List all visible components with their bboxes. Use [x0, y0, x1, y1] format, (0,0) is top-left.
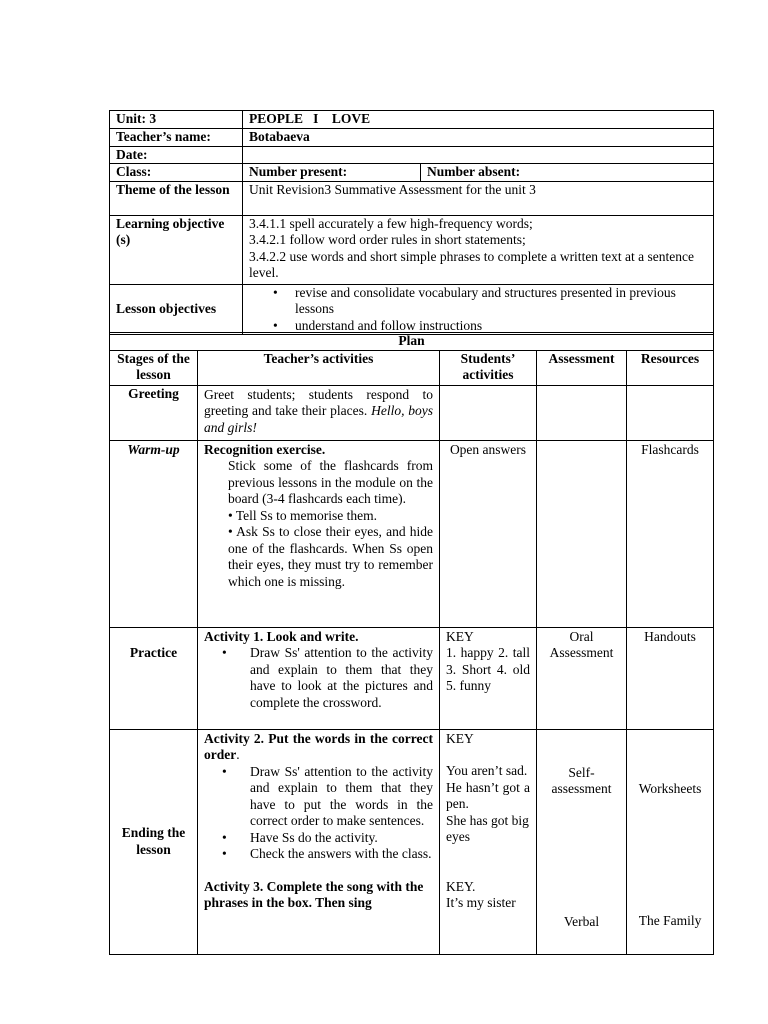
activity3-key-label: KEY. — [446, 878, 476, 894]
theme-label: Theme of the lesson — [110, 181, 243, 215]
practice-key-text: 1. happy 2. tall 3. Short 4. old 5. funny — [446, 645, 530, 693]
ending-assessment — [537, 729, 627, 954]
ending-step: • Draw Ss' attention to the activity and explain to them that they have to put the words in the correct order to make sentences. — [204, 764, 433, 830]
ending-resources-value: Worksheets — [638, 780, 702, 796]
warm-up-assessment — [537, 440, 627, 627]
greeting-assessment — [537, 385, 627, 440]
learning-objective-label: Learning objective (s) — [110, 215, 243, 284]
column-header-students: Students’ activities — [440, 350, 537, 385]
lesson-objectives-label: Lesson objectives — [110, 284, 243, 335]
ending-assessment-value: Self-assessment — [551, 764, 612, 796]
unit-title: PEOPLE I LOVE — [243, 111, 714, 129]
ending-key-line: You aren’t sad. — [446, 763, 528, 778]
date-value — [243, 146, 714, 164]
number-present-label: Number present: — [243, 164, 421, 182]
warm-up-title: Recognition exercise. — [204, 441, 326, 457]
activity3-assessment-value: Verbal — [563, 913, 600, 929]
ending-activity2-title-end: . — [236, 747, 240, 762]
ending-key-line: He hasn’t got a pen. — [446, 779, 530, 811]
lesson-header-table — [109, 110, 714, 335]
learning-objective-item: 3.4.1.1 spell accurately a few high-frequency words; — [249, 215, 533, 231]
warm-up-teacher-activity — [198, 440, 440, 627]
warm-up-step: • Tell Ss to memorise them. — [228, 507, 378, 523]
warm-up-step: Stick some of the flashcards from previous lessons in the module on the board (3-4 flashcards each time). — [228, 458, 433, 506]
stage-greeting: Greeting — [110, 385, 198, 440]
ending-step: • Check the answers with the class. — [204, 846, 433, 863]
greeting-resources — [627, 385, 714, 440]
ending-step: • Have Ss do the activity. — [204, 830, 433, 847]
lesson-plan-table — [109, 332, 714, 955]
practice-key-label: KEY — [446, 628, 474, 644]
activity3-key-line: It’s my sister — [446, 895, 516, 910]
theme-value: Unit Revision3 Summative Assessment for the unit 3 — [243, 181, 714, 215]
column-header-assessment: Assessment — [537, 350, 627, 385]
warm-up-step: • Ask Ss to close their eyes, and hide one of the flashcards. When Ss open their eyes, they must try to remember which one is missing. — [228, 524, 433, 589]
number-absent-label: Number absent: — [421, 164, 714, 182]
column-header-teacher: Teacher’s activities — [198, 350, 440, 385]
class-label: Class: — [110, 164, 243, 182]
plan-title: Plan — [110, 333, 714, 351]
warm-up-students: Open answers — [440, 440, 537, 627]
ending-students — [440, 729, 537, 954]
greeting-teacher-activity — [198, 385, 440, 440]
date-label: Date: — [110, 146, 243, 164]
ending-activity2-title: Activity 2. Put the words in the correct order — [204, 730, 433, 762]
practice-step: • Draw Ss' attention to the activity and explain to them that they have to look at the pictures and complete the crossword. — [204, 645, 433, 711]
greeting-text: Greet students; students respond to greeting and take their places. — [204, 386, 433, 418]
practice-students — [440, 627, 537, 729]
warm-up-resources: Flashcards — [627, 440, 714, 627]
lesson-objective-item: • revise and consolidate vocabulary and structures presented in previous lessons — [249, 285, 707, 318]
stage-practice: Practice — [110, 627, 198, 729]
lesson-objective-item: • understand and follow instructions — [249, 318, 707, 335]
ending-key-label: KEY — [446, 730, 474, 746]
activity3-resources-value: The Family — [638, 913, 702, 928]
practice-teacher-activity — [198, 627, 440, 729]
practice-resources: Handouts — [627, 627, 714, 729]
practice-title: Activity 1. Look and write. — [204, 628, 359, 644]
column-header-resources: Resources — [627, 350, 714, 385]
greeting-students — [440, 385, 537, 440]
learning-objective-item: 3.4.2.1 follow word order rules in short statements; — [249, 232, 526, 247]
column-header-stages: Stages of the lesson — [110, 350, 198, 385]
ending-resources — [627, 729, 714, 954]
practice-assessment: Oral Assessment — [537, 627, 627, 729]
stage-warm-up: Warm-up — [110, 440, 198, 627]
ending-activity3-title: Activity 3. Complete the song with the phrases in the box. Then sing — [204, 878, 424, 910]
greeting-phrase: Hello, boys and girls! — [204, 403, 433, 435]
ending-teacher-activity — [198, 729, 440, 954]
ending-key-line: She has got big eyes — [446, 812, 529, 844]
learning-objective-item: 3.4.2.2 use words and short simple phrases to complete a written text at a sentence level. — [249, 248, 695, 280]
unit-label: Unit: 3 — [110, 111, 243, 129]
lesson-objectives-cell — [243, 284, 714, 335]
teacher-name-value: Botabaeva — [243, 129, 714, 147]
learning-objective-list — [243, 215, 714, 284]
teacher-name-label: Teacher’s name: — [110, 129, 243, 147]
stage-ending: Ending the lesson — [110, 729, 198, 954]
